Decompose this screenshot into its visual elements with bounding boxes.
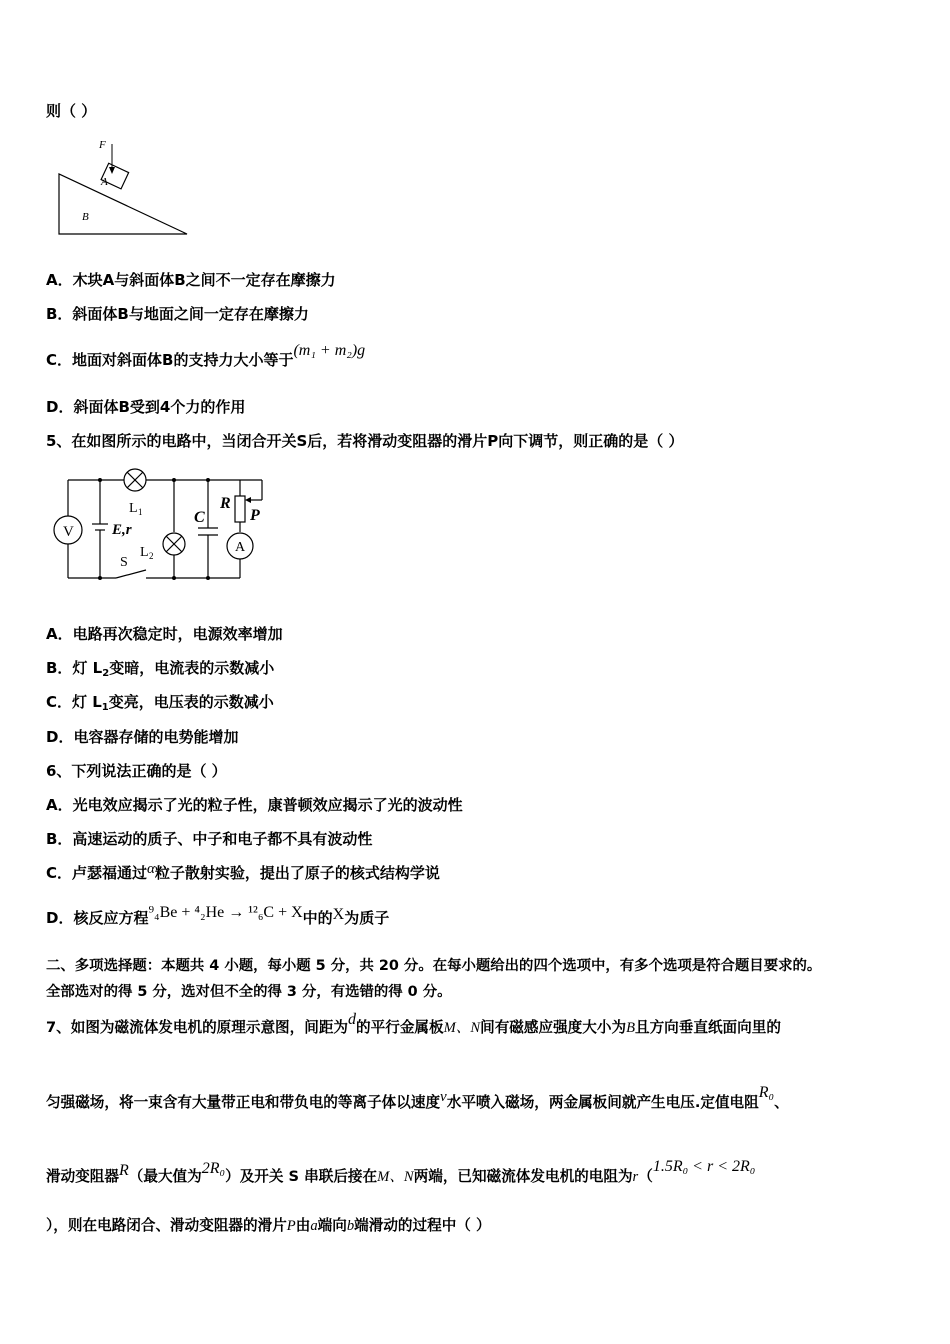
section2-header-line2: 全部选对的得 5 分，选对但不全的得 3 分，有选错的得 0 分。 bbox=[46, 984, 452, 1000]
label-l2-sub: 2 bbox=[149, 551, 154, 561]
q6-option-d: D．核反应方程⁹₄Be + ⁴₂He → ¹²₆C + X中的X为质子 bbox=[46, 904, 390, 927]
q4-option-b: B．斜面体B与地面之间一定存在摩擦力 bbox=[46, 305, 309, 323]
alpha-symbol: α bbox=[147, 861, 155, 877]
label-r: R bbox=[220, 495, 231, 512]
label-l1: L bbox=[129, 501, 138, 516]
label-s: S bbox=[120, 555, 128, 570]
q5-stem: 5、在如图所示的电路中，当闭合开关S后，若将滑动变阻器的滑片P向下调节，则正确的是（ ） bbox=[46, 432, 684, 450]
q5-option-a: A．电路再次稳定时，电源效率增加 bbox=[46, 625, 283, 643]
section2-header-line1: 二、多项选择题：本题共 4 小题，每小题 5 分，共 20 分。在每小题给出的四个选项中，有多个选项是符合题目要求的。 bbox=[46, 958, 822, 974]
label-A: A bbox=[101, 176, 108, 188]
q6-option-b: B．高速运动的质子、中子和电子都不具有波动性 bbox=[46, 830, 373, 848]
label-B: B bbox=[82, 211, 89, 223]
q7-line4: ），则在电路闭合、滑动变阻器的滑片P由a端向b端滑动的过程中（ ） bbox=[46, 1217, 491, 1234]
q6-option-c: C．卢瑟福通过α粒子散射实验，提出了原子的核式结构学说 bbox=[46, 861, 440, 882]
nuclear-equation: ⁹₄Be + ⁴₂He → ¹²₆C + X bbox=[148, 904, 303, 921]
q5-option-c: C．灯 $L_1$变亮，电压表的示数减小 bbox=[46, 693, 274, 713]
q5-option-d: D．电容器存储的电势能增加 bbox=[46, 728, 239, 746]
voltmeter-label: V bbox=[63, 524, 74, 540]
q4-option-a: A．木块A与斜面体B之间不一定存在摩擦力 bbox=[46, 271, 336, 289]
q4-option-c: C．地面对斜面体B的支持力大小等于(m₁ + m₂)g bbox=[46, 342, 366, 369]
q7-line2: 匀强磁场，将一束含有大量带正电和带负电的等离子体以速度v水平喷入磁场，两金属板间就产生电压.定值电阻R₀、 bbox=[46, 1084, 789, 1111]
q4-stem-tail: 则（ ） bbox=[46, 102, 97, 120]
label-p: P bbox=[250, 507, 260, 524]
label-F: F bbox=[99, 139, 106, 151]
c-formula: (m₁ + m₂)g bbox=[293, 342, 366, 359]
label-er: E,r bbox=[112, 522, 132, 538]
label-c: C bbox=[194, 509, 205, 526]
q7-line3: 滑动变阻器R（最大值为2R₀）及开关 S 串联后接在M、N两端，已知磁流体发电机的电阻为r（1.5R₀ < r < 2R₀ bbox=[46, 1158, 756, 1185]
ammeter-label: A bbox=[235, 540, 246, 555]
q5-option-b: B．灯 $L_2$变暗，电流表的示数减小 bbox=[46, 659, 275, 679]
q4-option-d: D．斜面体B受到4个力的作用 bbox=[46, 398, 246, 416]
label-l1-sub: 1 bbox=[138, 507, 143, 517]
incline-figure bbox=[54, 134, 194, 238]
label-l2: L bbox=[140, 545, 149, 560]
circuit-figure bbox=[44, 462, 284, 588]
q6-stem: 6、下列说法正确的是（ ） bbox=[46, 762, 227, 780]
q6-option-a: A．光电效应揭示了光的粒子性，康普顿效应揭示了光的波动性 bbox=[46, 796, 463, 814]
q7-line1: 7、如图为磁流体发电机的原理示意图，间距为d的平行金属板M、N间有磁感应强度大小为B且方向垂直纸面向里的 bbox=[46, 1011, 781, 1036]
